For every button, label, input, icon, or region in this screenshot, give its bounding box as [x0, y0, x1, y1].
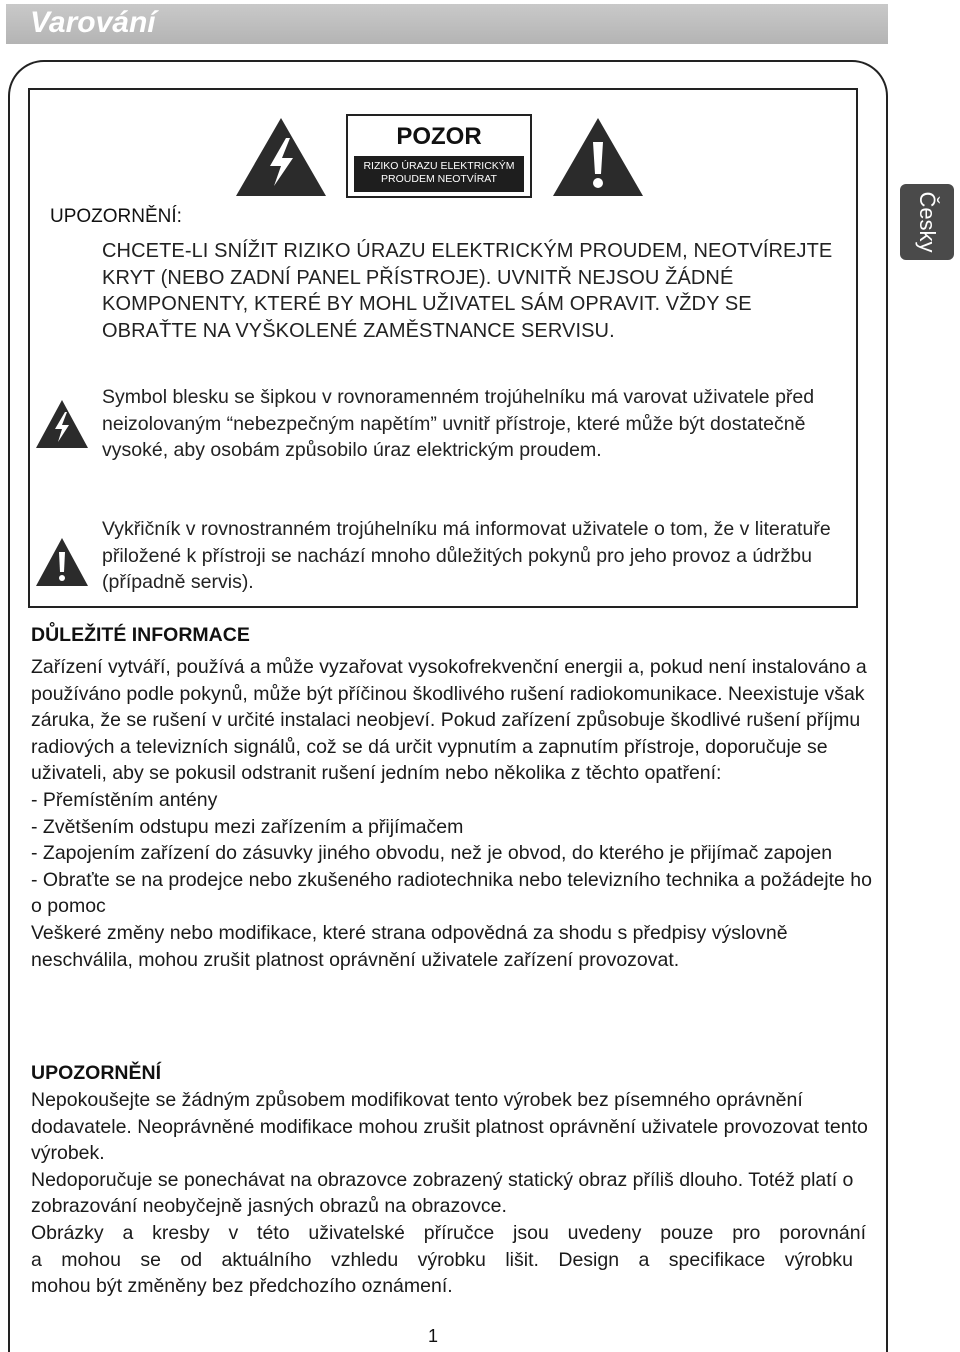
caution-paragraph-2: Nedoporučuje se ponechávat na obrazovce zobrazený statický obraz příliš dlouho. Totéž platí o zobrazování neobyčejně jasných obrazů na obrazovce.: [31, 1168, 854, 1218]
pozor-title: POZOR: [396, 123, 482, 150]
language-tab-label: Česky: [915, 191, 940, 253]
caution-body: [31, 1087, 881, 1300]
list-item: - Obraťte se na prodejce nebo zkušeného radiotechnika nebo televizního technika a požádejte ho o pomoc: [31, 868, 872, 918]
caution-paragraph-3-line: mohou být změněny bez předchozího oznámení.: [31, 1275, 453, 1298]
important-paragraph: Zařízení vytváří, používá a může vyzařovat vysokofrekvenční energii a, pokud není instalováno a používáno podle pokynů, může být příčinou škodlivého rušení radiokomunikace. Neexistuje však záruka, že se rušení v určité instalaci neobjeví. Pokud zařízení způsobuje škodlivé rušení příjmu radiových a televizních signálů, což se dá určit vypnutím a zapnutím přístroje, doporučuje se uživateli, aby se pokusil odstranit rušení jedním nebo několika z těchto opatření:: [31, 656, 867, 785]
lightning-warning-icon: [234, 116, 328, 198]
page-title: Varování: [30, 6, 156, 39]
language-tab: [900, 184, 954, 260]
upozorneni-label: UPOZORNĚNÍ:: [50, 206, 182, 227]
list-item: - Přemístěním antény: [31, 788, 218, 811]
page-number: 1: [428, 1326, 439, 1346]
list-item: - Zapojením zařízení do zásuvky jiného obvodu, než je obvod, do kterého je přijímač zapojen: [31, 842, 833, 865]
lightning-description: Symbol blesku se šipkou v rovnoramenném trojúhelníku má varovat uživatele před neizolovaným “nebezpečným napětím” uvnitř přístroje, které může být dostatečně vysoké, aby osobám způsobilo úraz elektrickým proudem.: [102, 386, 815, 461]
caution-paragraph-3-line: Obrázky a kresby v této uživatelské příručce jsou uvedeny pouze pro porovnání: [31, 1221, 866, 1244]
header-bar: [6, 4, 888, 44]
pozor-subtitle-line2: PROUDEM NEOTVÍRAT: [381, 173, 497, 185]
caution-paragraph-1: Nepokoušejte se žádným způsobem modifikovat tento výrobek bez písemného oprávnění dodavatele. Neoprávněné modifikace mohou zrušit platnost oprávnění uživatele provozovat tento výrobek.: [31, 1089, 868, 1165]
important-body: [31, 654, 881, 973]
pozor-strip: [354, 156, 524, 192]
exclamation-description: Vykřičník v rovnostranném trojúhelníku má informovat uživatele o tom, že v literatuře přiložené k přístroji se nachází mnoho důležitých pokynů pro jeho provoz a údržbu (případně servis).: [102, 518, 831, 593]
exclamation-small-icon: [34, 536, 90, 588]
important-closing: Veškeré změny nebo modifikace, které strana odpovědná za shodu s předpisy výslovně neschválila, mohou zrušit platnost oprávnění uživatele zařízení provozovat.: [31, 921, 788, 971]
lightning-small-icon: [34, 398, 90, 450]
list-item: - Zvětšením odstupu mezi zařízením a přijímačem: [31, 815, 464, 838]
caps-warning-text: CHCETE-LI SNÍŽIT RIZIKO ÚRAZU ELEKTRICKÝM PROUDEM, NEOTVÍREJTE KRYT (NEBO ZADNÍ PANEL PŘÍSTROJE). UVNITŘ NEJSOU ŽÁDNÉ KOMPONENTY, KTERÉ BY MOHL UŽIVATEL SÁM OPRAVIT. VŽDY SE OBRAŤTE NA VYŠKOLENÉ ZAMĚSTNANCE SERVISU.: [102, 240, 833, 342]
pozor-label: [346, 114, 532, 198]
caution-heading: UPOZORNĚNÍ: [31, 1062, 162, 1084]
important-heading: DŮLEŽITÉ INFORMACE: [31, 624, 250, 646]
caution-paragraph-3-line: a mohou se od aktuálního vzhledu výrobku lišit. Design a specifikace výrobku: [31, 1248, 853, 1271]
exclamation-warning-icon: [551, 116, 645, 198]
pozor-subtitle-line1: RIZIKO ÚRAZU ELEKTRICKÝM: [363, 160, 515, 172]
